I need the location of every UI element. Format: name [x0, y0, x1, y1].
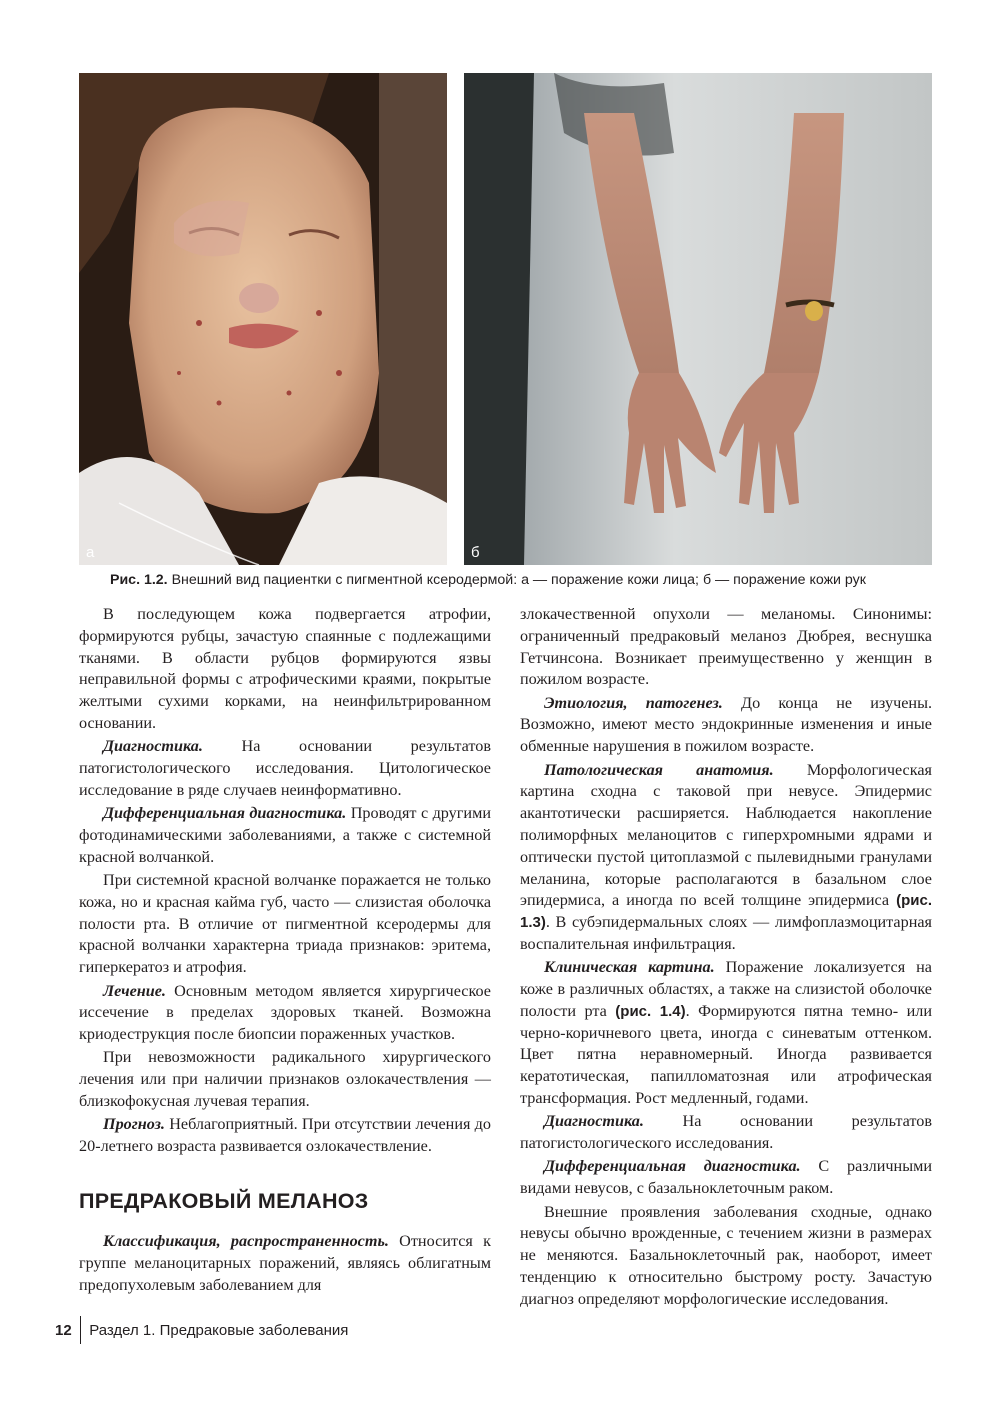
- face-photo-illustration: [79, 73, 447, 565]
- paragraph-lead: Диагностика.: [544, 1112, 644, 1131]
- paragraph-lead: Прогноз.: [103, 1115, 165, 1134]
- paragraph-text: . Формируются пятна темно- или черно-коричневого цвета, иногда с синеватым оттенком. Цвет пятна неравномерный. Иногда развивается кератотическая, папилломатозная или атрофическая трансформация. Рост медленный, годами.: [520, 1001, 932, 1108]
- paragraph-text: Морфологическая картина сходна с таковой при невусе. Эпидермис акантотически расширяется. Наблюдается накопление полиморфных меланоцитов с гиперхромными ядрами и оптически пустой цитоплазмой с пылевидными гранулами меланина, которые располагаются в базальном слое эпидермиса, а иногда по всей толщине эпидермиса: [520, 760, 932, 910]
- paragraph: В последующем кожа подвергается атрофии, формируются рубцы, зачастую спаянные с подлежащими тканями. В области рубцов формируются язвы неправильной формы с атрофическими краями, покрытые желтыми сухими корками, на неинфильтрированном основании.: [79, 605, 491, 732]
- paragraph: [79, 803, 491, 868]
- paragraph: Внешние проявления заболевания сходные, однако невусы обычно врожденные, с течением жизни в размерах не меняются. Базальноклеточный рак, наоборот, имеет тенденцию к относительно быстрому росту. Зачастую диагноз определяют морфологические исследования.: [520, 1202, 932, 1308]
- paragraph-text: Проводят с другими фотодинамическими заболеваниями, а также с системной красной волчанкой.: [79, 804, 491, 866]
- paragraph-text: С различными видами невусов, с базальноклеточным раком.: [520, 1157, 932, 1198]
- page-number: 12: [55, 1321, 72, 1339]
- paragraph: При системной красной волчанке поражается не только кожа, но и красная кайма губ, часто — слизистая оболочка полости рта. В отличие от пигментной ксеродермы для красной волчанки характерна триада признаков: эритема, гиперкератоз и атрофия.: [79, 871, 491, 977]
- paragraph-text: Относится к группе меланоцитарных поражений, являясь облигатным предопухолевым заболеванием для: [79, 1232, 491, 1295]
- paragraph-text: . В субэпидермальных слоях — лимфоплазмоцитарная воспалительная инфильтрация.: [520, 913, 932, 953]
- hands-photo-illustration: [464, 73, 932, 565]
- paragraph: [520, 1156, 932, 1200]
- paragraph-lead: Лечение.: [103, 981, 166, 1000]
- paragraph-text: Поражение локализуется на коже в различных областях, а также на слизистой оболочке полости рта: [520, 958, 932, 1020]
- footer-divider: [80, 1316, 82, 1344]
- paragraph-text: Неблагоприятный. При отсутствии лечения до 20-летнего возраста развивается озлокачествление.: [79, 1115, 491, 1156]
- paragraph-lead: Клиническая картина.: [544, 958, 715, 977]
- paragraph: [79, 736, 491, 801]
- paragraph: [79, 981, 491, 1046]
- paragraph: [520, 1111, 932, 1155]
- figure-photo-a: [79, 73, 447, 565]
- paragraph-lead: Этиология, патогенез.: [544, 693, 723, 712]
- paragraph-lead: Дифференциальная диагностика.: [544, 1157, 801, 1176]
- figure-caption-number: Рис. 1.2.: [110, 572, 168, 588]
- figure-caption-text: Внешний вид пациентки с пигментной ксеродермой: а — поражение кожи лица; б — поражение кожи рук: [171, 572, 866, 588]
- paragraph: [79, 1114, 491, 1158]
- paragraph: [520, 760, 932, 956]
- figure-panel-a-label: а: [86, 544, 95, 561]
- left-column: [79, 604, 491, 1298]
- paragraph-text: На основании результатов патогистологического исследования.: [520, 1112, 932, 1153]
- figure-panel-b-label: б: [471, 544, 480, 561]
- figure-reference: (рис. 1.4): [615, 1002, 686, 1020]
- paragraph-text: На основании результатов патогистологического исследования. Цитологическое исследование в ряде случаев неинформативно.: [79, 737, 491, 799]
- figure-caption: [110, 571, 970, 589]
- figure-reference: (рис. 1.3): [520, 892, 932, 932]
- paragraph: злокачественной опухоли — меланомы. Синонимы: ограниченный предраковый меланоз Дюбрея, веснушка Гетчинсона. Возникает преимущественно у женщин в пожилом возрасте.: [520, 605, 932, 689]
- paragraph-text: Основным методом является хирургическое иссечение в пределах здоровых тканей. Возможна криодеструкция после биопсии пораженных участков.: [79, 981, 491, 1044]
- running-title: Раздел 1. Предраковые заболевания: [89, 1321, 349, 1339]
- page-footer: [55, 1316, 348, 1344]
- paragraph-lead: Диагностика.: [103, 737, 203, 756]
- section-spacer: [79, 1159, 491, 1188]
- right-column: [520, 604, 932, 1312]
- paragraph-lead: Классификация, распространенность.: [103, 1232, 389, 1251]
- paragraph: [520, 693, 932, 758]
- paragraph: [79, 1231, 491, 1296]
- section-heading: ПРЕДРАКОВЫЙ МЕЛАНОЗ: [79, 1189, 369, 1214]
- paragraph-text: До конца не изучены. Возможно, имеют место эндокринные изменения и иные обменные нарушения в пожилом возрасте.: [520, 693, 932, 756]
- paragraph: [520, 957, 932, 1110]
- figure-photo-b: [464, 73, 932, 565]
- paragraph-lead: Патологическая анатомия.: [544, 760, 774, 779]
- paragraph-lead: Дифференциальная диагностика.: [103, 804, 347, 823]
- paragraph: При невозможности радикального хирургического лечения или при наличии признаков озлокачествления — близкофокусная лучевая терапия.: [79, 1048, 491, 1111]
